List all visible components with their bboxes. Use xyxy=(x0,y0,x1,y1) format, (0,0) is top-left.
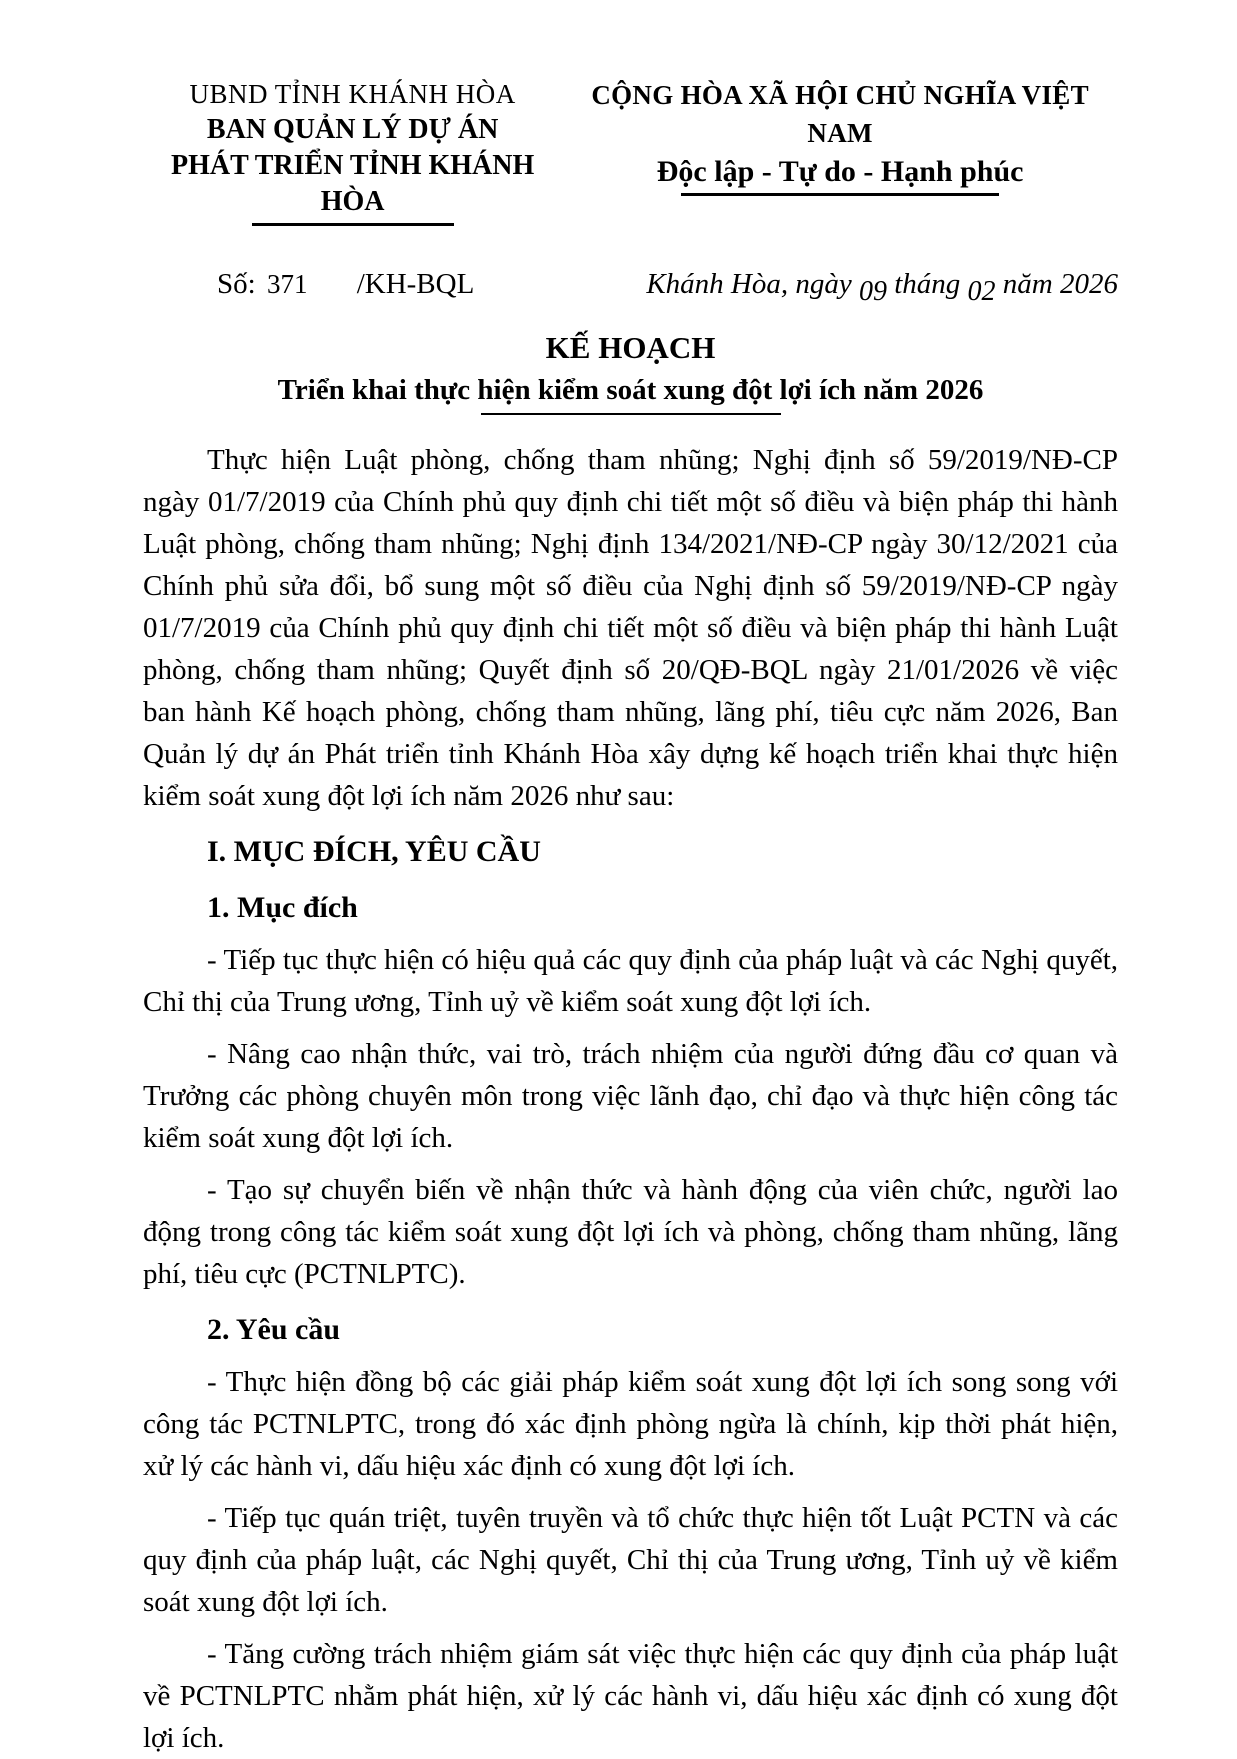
document-header xyxy=(143,76,1118,226)
date-prefix: Khánh Hòa, ngày xyxy=(646,268,852,300)
title-block xyxy=(143,327,1118,415)
yeu-cau-item: - Tăng cường trách nhiệm giám sát việc thực hiện các quy định của pháp luật về PCTNLPTC nhằm phát hiện, xử lý các hành vi, dấu hiệu xác định có xung đột lợi ích. xyxy=(143,1638,1118,1754)
document-body xyxy=(143,439,1118,1759)
title-underline xyxy=(481,413,781,415)
motto-underline xyxy=(681,193,999,196)
yeu-cau-item: - Tiếp tục quán triệt, tuyên truyền và tổ chức thực hiện tốt Luật PCTN và các quy định của pháp luật, các Nghị quyết, Chỉ thị của Trung ương, Tỉnh uỷ về kiểm soát xung đột lợi ích. xyxy=(143,1502,1118,1618)
doc-meta-row xyxy=(143,264,1118,305)
doc-number xyxy=(143,264,474,304)
subsection-heading-muc-dich: 1. Mục đích xyxy=(207,891,358,924)
intro-paragraph: Thực hiện Luật phòng, chống tham nhũng; Nghị định số 59/2019/NĐ-CP ngày 01/7/2019 của Chính phủ quy định chi tiết một số điều và biện pháp thi hành Luật phòng, chống tham nhũng; Nghị định 134/2021/NĐ-CP ngày 30/12/2021 của Chính phủ sửa đổi, bổ sung một số điều của Nghị định số 59/2019/NĐ-CP ngày 01/7/2019 của Chính phủ quy định chi tiết một số điều và biện pháp thi hành Luật phòng, chống tham nhũng; Quyết định số 20/QĐ-BQL ngày 21/01/2026 về việc ban hành Kế hoạch phòng, chống tham nhũng, lãng phí, tiêu cực năm 2026, Ban Quản lý dự án Phát triển tỉnh Khánh Hòa xây dựng kế hoạch triển khai thực hiện kiểm soát xung đột lợi ích năm 2026 như sau: xyxy=(143,444,1118,812)
org-underline xyxy=(252,223,454,226)
national-title: CỘNG HÒA XÃ HỘI CHỦ NGHĨA VIỆT NAM xyxy=(591,80,1089,148)
subsection-heading-yeu-cau: 2. Yêu cầu xyxy=(207,1313,341,1346)
muc-dich-item: - Tiếp tục thực hiện có hiệu quả các quy định của pháp luật và các Nghị quyết, Chỉ thị của Trung ương, Tỉnh uỷ về kiểm soát xung đột lợi ích. xyxy=(143,944,1118,1018)
issuing-org-block xyxy=(143,76,562,226)
document-title: KẾ HOẠCH xyxy=(545,330,716,365)
date-day: 09 xyxy=(858,276,887,307)
doc-number-label: Số: xyxy=(217,268,256,300)
place-date-line xyxy=(646,264,1118,305)
yeu-cau-item: - Thực hiện đồng bộ các giải pháp kiểm soát xung đột lợi ích song song với công tác PCTNLPTC, trong đó xác định phòng ngừa là chính, kịp thời phát hiện, xử lý các hành vi, dấu hiệu xác định có xung đột lợi ích. xyxy=(143,1366,1118,1482)
org-name-line2: PHÁT TRIỂN TỈNH KHÁNH HÒA xyxy=(170,150,535,217)
section-heading-1: I. MỤC ĐÍCH, YÊU CẦU xyxy=(207,835,541,868)
org-name-line1: BAN QUẢN LÝ DỰ ÁN xyxy=(206,114,499,145)
date-suffix: năm 2026 xyxy=(1002,268,1118,300)
doc-number-value: 371 xyxy=(266,269,308,299)
doc-number-symbol: /KH-BQL xyxy=(356,268,475,300)
national-header-block xyxy=(562,76,1118,196)
document-subtitle: Triển khai thực hiện kiểm soát xung đột lợi ích năm 2026 xyxy=(277,374,984,406)
muc-dich-item: - Tạo sự chuyển biến về nhận thức và hành động của viên chức, người lao động trong công tác kiểm soát xung đột lợi ích và phòng, chống tham nhũng, lãng phí, tiêu cực (PCTNLPTC). xyxy=(143,1174,1118,1290)
date-month-word: tháng xyxy=(894,268,961,300)
national-motto: Độc lập - Tự do - Hạnh phúc xyxy=(656,155,1024,188)
muc-dich-item: - Nâng cao nhận thức, vai trò, trách nhiệm của người đứng đầu cơ quan và Trưởng các phòng chuyên môn trong việc lãnh đạo, chỉ đạo và thực hiện công tác kiểm soát xung đột lợi ích. xyxy=(143,1038,1118,1154)
parent-org-name: UBND TỈNH KHÁNH HÒA xyxy=(189,79,516,109)
date-month: 02 xyxy=(967,276,996,307)
